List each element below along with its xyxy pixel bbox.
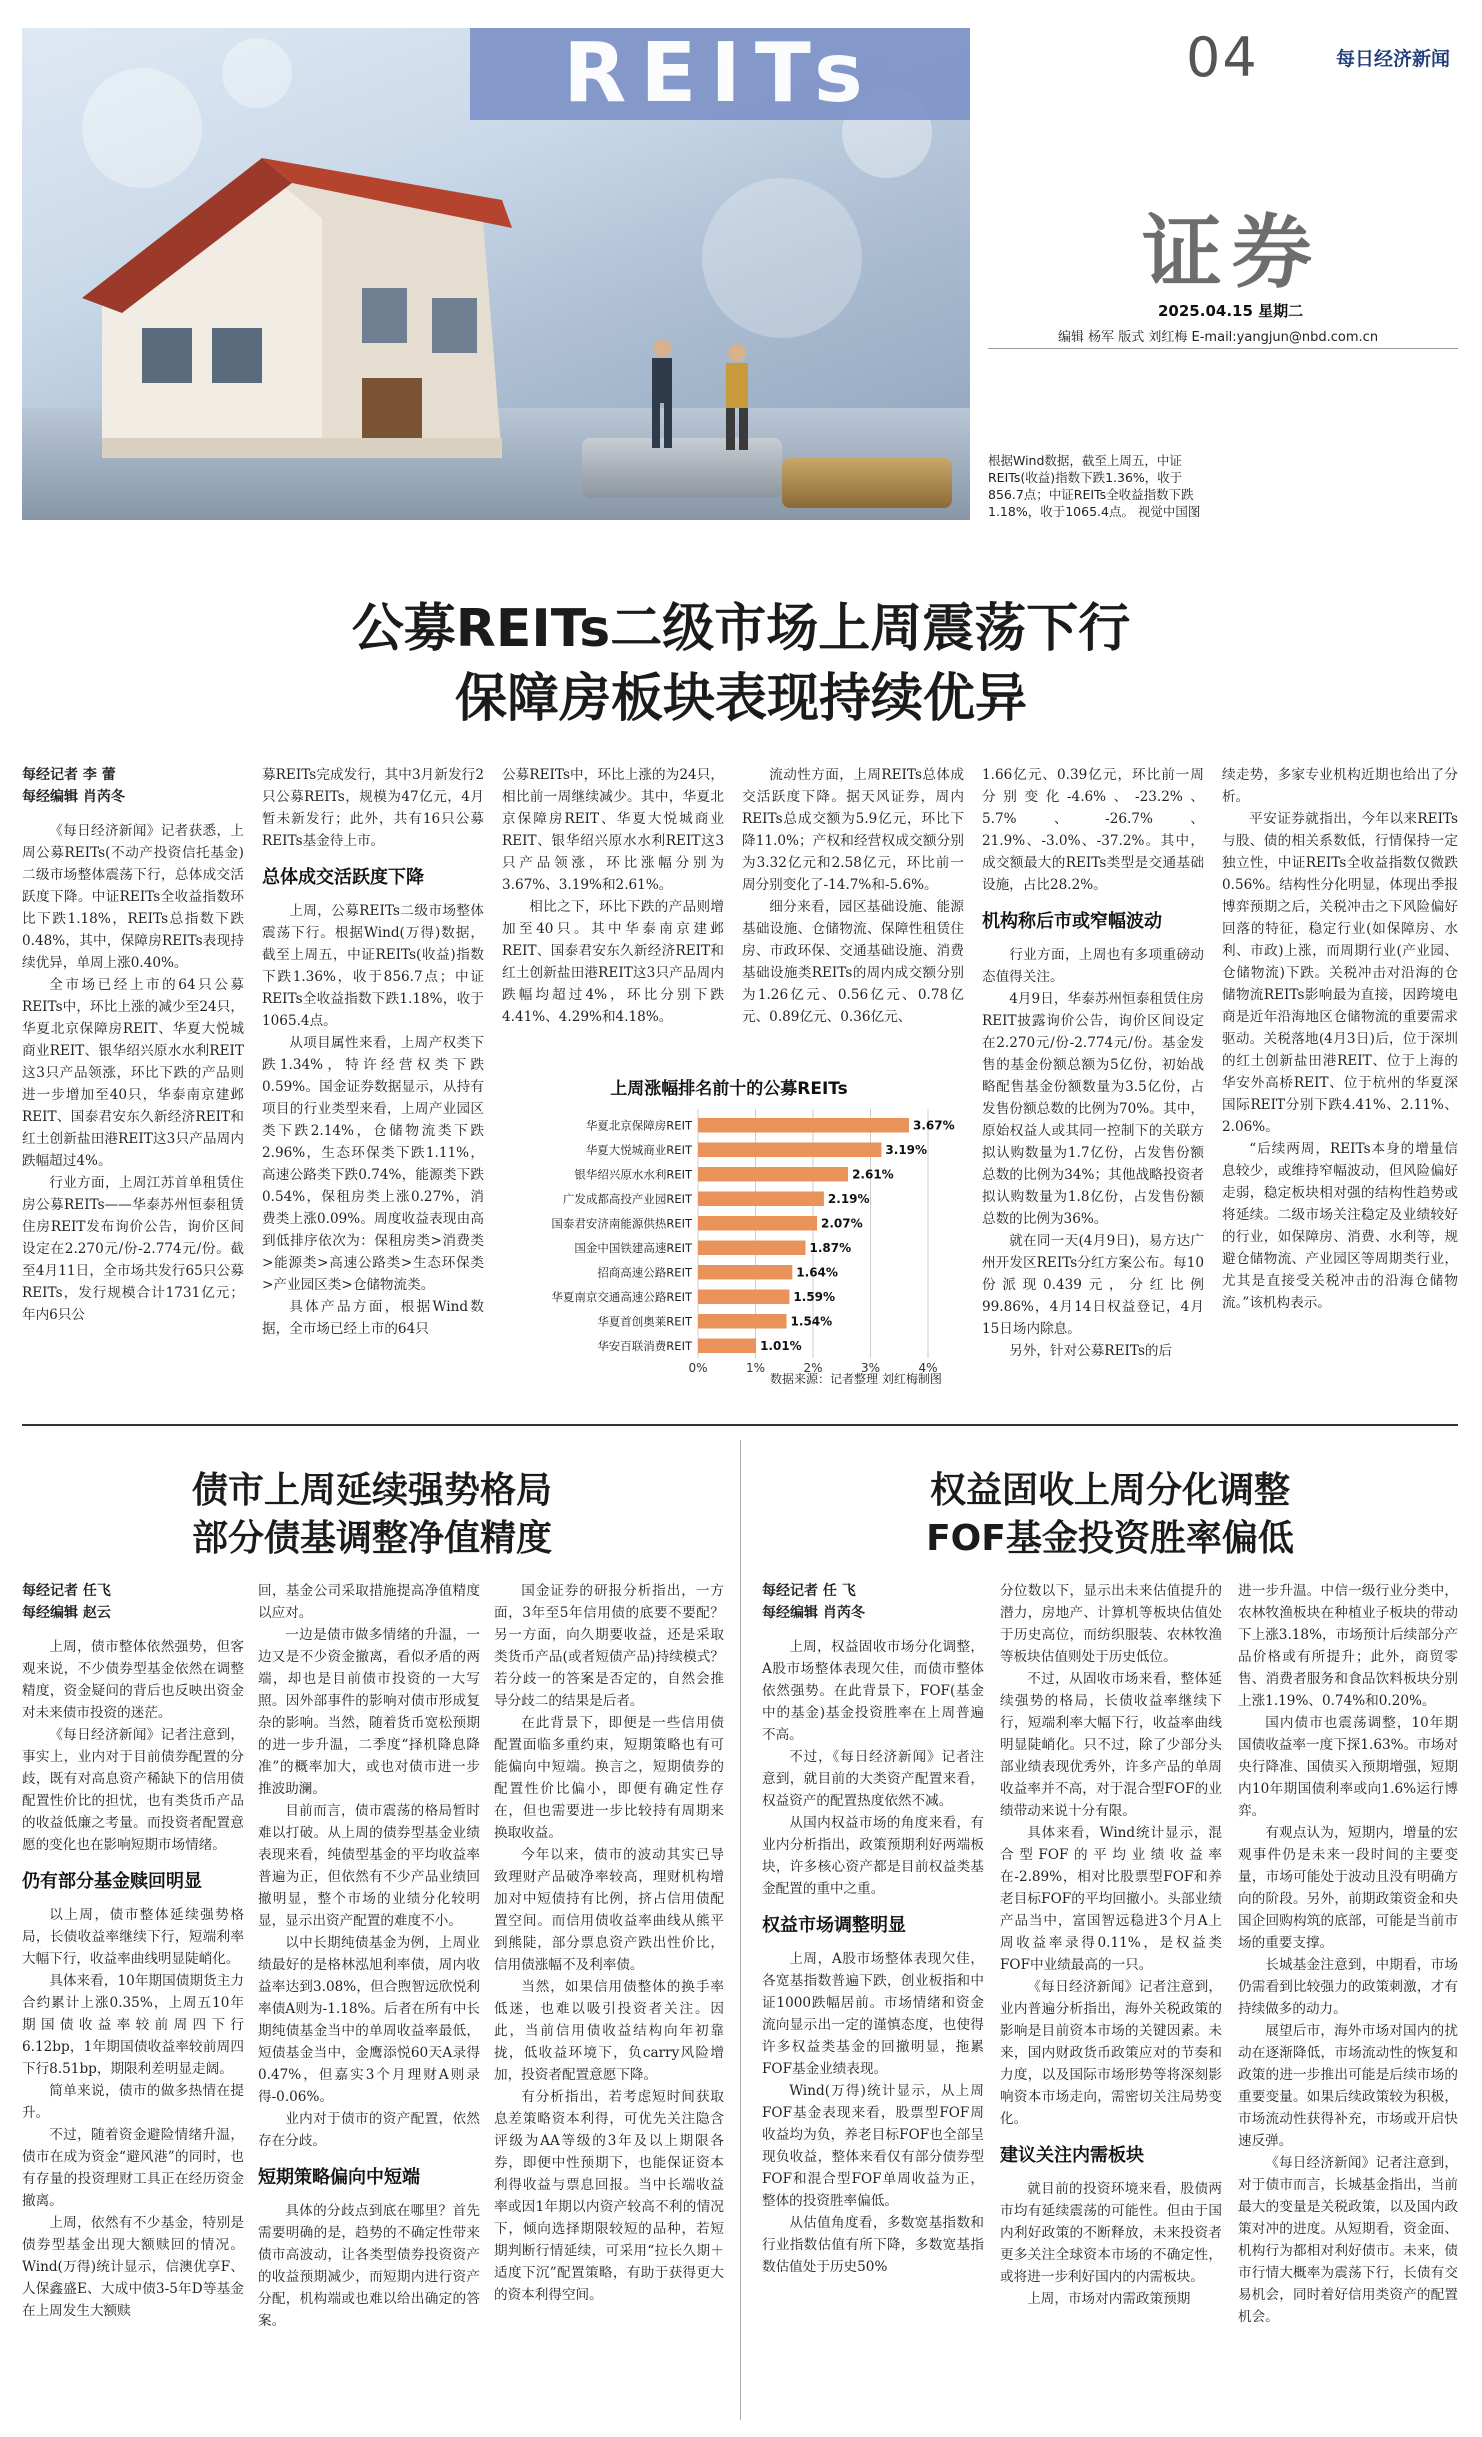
category-label: 华安百联消费REIT	[597, 1338, 692, 1353]
article1-headline-line1: 公募REITs二级市场上周震荡下行	[351, 599, 1131, 659]
bar-value-label: 1.59%	[793, 1289, 836, 1304]
article2-reporter: 每经记者 任飞	[22, 1583, 111, 1599]
article3-column-1	[762, 1580, 984, 2410]
bar	[698, 1241, 806, 1256]
article1-editor: 每经编辑 肖芮冬	[22, 789, 125, 805]
article1-headline-line2: 保障房板块表现持续优异	[454, 669, 1027, 729]
paragraph: 目前而言，债市震荡的格局暂时难以打破。从上周的债券型基金业绩表现来看，纯债型基金的平均收益率普遍为正，但依然有不少产品业绩回撤明显，整个市场的业绩分化较明显，显示出资产配置的难度不小。	[258, 1803, 480, 1929]
paragraph: 就在同一天(4月9日)，易方达广州开发区REITs分红方案公布。每10份派现0.439元，分红比例99.86%，4月14日权益登记，4月15日场内除息。	[982, 1233, 1204, 1337]
paragraph: 上周，权益固收市场分化调整，A股市场整体表现欠佳，而债市整体依然强势。在此背景下，FOF(基金中的基金)基金投资胜率在上周普遍不高。	[762, 1639, 984, 1743]
paragraph: 从估值角度看，多数宽基指数和行业指数估值有所下降，多数宽基指数估值处于历史50%	[762, 2215, 984, 2275]
article2-editor: 每经编辑 赵云	[22, 1605, 111, 1621]
paragraph: 一边是债市做多情绪的升温，一边又是不少资金撤离，看似矛盾的两端，却也是目前债市投资的一大写照。因外部事件的影响对债市形成复杂的影响。当然，随着货币宽松预期的进一步升温，二季度“择机降息降准”的概率加大，或也对债市进一步推波助澜。	[258, 1627, 480, 1797]
paragraph: 相比之下，环比下跌的产品则增加至40只。其中华泰南京建邺REIT、国泰君安东久新经济REIT和红土创新盐田港REIT这3只产品周内跌幅均超过4%，环比分别下跌4.41%、4.29%和4.18%。	[502, 899, 724, 1025]
subheading: 建议关注内需板块	[1000, 2145, 1144, 2166]
article3-headline-line2: FOF基金投资胜率偏低	[926, 1518, 1294, 1559]
category-label: 广发成都高投产业园REIT	[562, 1191, 692, 1206]
paragraph: 回，基金公司采取措施提高净值精度以应对。	[258, 1583, 480, 1621]
bar-value-label: 1.87%	[809, 1240, 852, 1255]
section-divider	[22, 1424, 1458, 1426]
chart-title: 上周涨幅排名前十的公募REITs	[610, 1079, 848, 1099]
bar	[698, 1339, 756, 1354]
category-label: 国泰君安济南能源供热REIT	[551, 1216, 692, 1231]
paragraph: 从项目属性来看，上周产权类下跌1.34%，特许经营权类下跌0.59%。国金证券数据显示，从持有项目的行业类型来看，上周产业园区类下跌2.14%，仓储物流类下跌2.96%，生态环保类下跌1.11%，高速公路类下跌0.74%，能源类下跌0.54%，保租房类上涨0.27%，消费类上涨0.09%。周度收益表现由高到低排序依次为：保租房类>消费类>能源类>高速公路类>生态环保类>产业园区类>仓储物流类。	[262, 1035, 484, 1293]
bar	[698, 1118, 909, 1133]
paragraph: 不过，《每日经济新闻》记者注意到，就目前的大类资产配置来看，权益资产的配置热度依然不减。	[762, 1749, 984, 1809]
x-tick-label: 2%	[803, 1361, 823, 1375]
page-number: 04	[1186, 26, 1259, 89]
bar-chart	[488, 1075, 970, 1385]
bar	[698, 1143, 881, 1158]
x-tick-label: 3%	[860, 1361, 881, 1375]
paragraph: 就目前的投资环境来看，股债两市均有延续震荡的可能性。但由于国内利好政策的不断释放，未来投资者更多关注全球资本市场的不确定性，或将进一步利好国内的内需板块。	[1000, 2181, 1222, 2285]
paragraph: 《每日经济新闻》记者注意到，业内普遍分析指出，海外关税政策的影响是目前资本市场的关键因素。未来，国内财政货币政策应对的节奏和力度，以及国际市场形势等将深刻影响资本市场走向，需密切关注局势变化。	[1000, 1979, 1222, 2127]
paragraph: 上周，债市整体依然强势，但客观来说，不少债券型基金依然在调整精度，资金疑问的背后也反映出资金对未来债市投资的迷茫。	[22, 1639, 244, 1721]
paragraph: 今年以来，债市的波动其实已导致理财产品破净率较高，理财机构增加对中短债持有比例，挤占信用债配置空间。而信用债收益率曲线从熊平到熊陡，部分票息资产跌出性价比，信用债涨幅不及利率债。	[494, 1847, 724, 1973]
paragraph: 全市场已经上市的64只公募REITs中，环比上涨的减少至24只，华夏北京保障房REIT、华夏大悦城商业REIT、银华绍兴原水水利REIT这3只产品领涨，环比下跌的产品则进一步增加至40只，华泰南京建邺REIT、国泰君安东久新经济REIT和红土创新盐田港REIT这3只产品周内跌幅超过4%。	[22, 977, 244, 1169]
paragraph: 不过，随着资金避险情绪升温，债市在成为资金“避风港”的同时，也有存量的投资理财工具正在经历资金撤离。	[22, 2127, 244, 2209]
bar-value-label: 3.19%	[885, 1142, 928, 1157]
paragraph: 细分来看，园区基础设施、能源基础设施、仓储物流、保障性租赁住房、市政环保、交通基础设施、消费基础设施类REITs的周内成交额分别为1.26亿元、0.56亿元、0.78亿元、0.89亿元、0.36亿元、	[742, 899, 964, 1025]
paragraph: 4月9日，华泰苏州恒泰租赁住房REIT披露询价公告，询价区间设定在2.270元/份-2.774元/份。基金发售的基金份额总额为5亿份，初始战略配售基金份额数量为3.5亿份，占发售份额总数的比例为70%。其中，原始权益人或其同一控制下的关联方拟认购数量为1.7亿份，占发售份额总数的比例为34%；其他战略投资者拟认购数量为1.8亿份，占发售份额总数的比例为36%。	[982, 991, 1204, 1227]
article2-headline-line2: 部分债基调整净值精度	[191, 1518, 552, 1559]
article3-editor: 每经编辑 肖芮冬	[762, 1605, 865, 1621]
category-label: 华夏大悦城商业REIT	[585, 1142, 692, 1157]
article1-column-1	[22, 764, 244, 1404]
article1-column-3	[502, 764, 724, 1064]
paragraph: 长城基金注意到，中期看，市场仍需看到比较强力的政策刺激，才有持续做多的动力。	[1238, 1957, 1458, 2017]
paragraph: 从国内权益市场的角度来看，有业内分析指出，政策预期利好两端板块，许多核心资产都是目前权益类基金配置的重中之重。	[762, 1815, 984, 1897]
house-model-illustration	[62, 138, 522, 498]
article3-column-3	[1238, 1580, 1458, 2410]
subheading: 总体成交活跃度下降	[262, 867, 424, 888]
paragraph: 行业方面，上周江苏首单租赁住房公募REITs——华泰苏州恒泰租赁住房REIT发布询价公告，询价区间设定在2.270元/份-2.774元/份。截至4月11日，全市场共发行65只公募REITs，发行规模合计1731亿元；年内6只公	[22, 1175, 244, 1323]
category-label: 华夏北京保障房REIT	[585, 1118, 692, 1133]
business-figures-illustration	[622, 328, 782, 468]
paragraph: 1.66亿元、0.39亿元，环比前一周分别变化-4.6%、-23.2%、5.7%、-26.7%、21.9%、-3.0%、-37.2%。其中，成交额最大的REITs类型是交通基础设施，占比28.2%。	[982, 767, 1204, 893]
category-label: 国金中国铁建高速REIT	[574, 1240, 692, 1255]
bar-value-label: 2.07%	[821, 1216, 863, 1231]
paragraph: 上周，依然有不少基金，特别是债券型基金出现大额赎回的情况。Wind(万得)统计显示，信澳优享F、人保鑫盛E、大成中债3-5年D等基金在上周发生大额赎	[22, 2215, 244, 2319]
photo-caption: 根据Wind数据，截至上周五，中证REITs(收益)指数下跌1.36%，收于856.7点；中证REITs全收益指数下跌1.18%，收于1065.4点。 视觉中国图	[988, 453, 1201, 519]
paragraph: 以上周，债市整体延续强势格局，长债收益率继续下行，短端利率大幅下行，收益率曲线明显陡峭化。	[22, 1907, 244, 1967]
paragraph: 《每日经济新闻》记者注意到，对于债市而言，长城基金指出，当前最大的变量是关税政策，以及国内政策对冲的进度。从短期看，资金面、机构行为都相对利好债市。未来，债市行情大概率为震荡下行，长债有交易机会，同时着好信用类资产的配置机会。	[1238, 2155, 1458, 2325]
paragraph: 另外，针对公募REITs的后	[1009, 1343, 1173, 1359]
category-label: 银华绍兴原水水利REIT	[574, 1167, 692, 1182]
paragraph: 国金证券的研报分析指出，一方面，3年至5年信用债的底要不要配？另一方面，向久期要收益，还是采取类货币产品(或者短债产品)持续模式？若分歧一的答案是否定的，自然会推导分歧二的结果是后者。	[494, 1583, 724, 1709]
bar-value-label: 1.01%	[760, 1338, 802, 1353]
paragraph: 《每日经济新闻》记者注意到，事实上，业内对于目前债券配置的分歧，既有对高息资产稀缺下的信用债配置性价比的担忧，也有类货币产品的收益低廉之考量。而投资者配置意愿的变化也在影响短期市场情绪。	[22, 1727, 244, 1853]
bar-value-label: 1.64%	[796, 1265, 838, 1280]
article1-column-5	[982, 764, 1204, 1404]
paragraph: 当然，如果信用债整体的换手率低迷，也难以吸引投资者关注。因此，当前信用债收益结构向年初靠拢，低收益环境下，负carry风险增加，投资者配置意愿下降。	[494, 1979, 724, 2083]
paragraph: 有观点认为，短期内，增量的宏观事件仍是未来一段时间的主要变量，市场可能处于波动且没有明确方向的阶段。另外，前期政策资金和央国企回购构筑的底部，可能是当前市场的重要支撑。	[1238, 1825, 1458, 1951]
masthead-divider	[988, 348, 1458, 349]
column-divider	[740, 1440, 741, 2420]
paragraph: 募REITs完成发行，其中3月新发行2只公募REITs，规模为47亿元，4月暂未新发行；此外，共有16只公募REITs基金待上市。	[262, 767, 484, 849]
subheading: 仍有部分基金赎回明显	[22, 1871, 202, 1892]
paragraph: 不过，从固收市场来看，整体延续强势的格局，长债收益率继续下行，短端利率大幅下行，收益率曲线明显陡峭化。只不过，除了少部分头部业绩表现优秀外，许多产品的单周收益率并不高，对于混合型FOF的业绩带动来说十分有限。	[1000, 1671, 1222, 1819]
paragraph: “后续两周，REITs本身的增量信息较少，或维持窄幅波动，但风险偏好走弱，稳定板块相对强的结构性趋势或将延续。二级市场关注稳定及业绩较好的行业，如保障房、消费、水利等，规避仓储物流、产业园区等周期类行业，尤其是直接受关税冲击的沿海仓储物流。”该机构表示。	[1222, 1141, 1458, 1311]
paragraph: 公募REITs中，环比上涨的为24只，相比前一周继续减少。其中，华夏北京保障房REIT、华夏大悦城商业REIT、银华绍兴原水水利REIT这3只产品领涨，环比涨幅分别为3.67%、3.19%和2.61%。	[502, 767, 724, 893]
paragraph: Wind(万得)统计显示，从上周FOF基金表现来看，股票型FOF周收益均为负，养老目标FOF也全部呈现负收益，整体来看仅有部分债券型FOF和混合型FOF单周收益为正，整体的投资胜率偏低。	[762, 2083, 984, 2209]
paragraph: 进一步升温。中信一级行业分类中，农林牧渔板块在种植业子板块的带动下上涨3.18%，市场预计后续部分产品价格或有所提升；此外，商贸零售、消费者服务和食品饮料板块分别上涨1.19%、0.74%和0.20%。	[1238, 1583, 1458, 1709]
x-tick-label: 0%	[688, 1361, 708, 1375]
article2-column-2	[258, 1580, 480, 2410]
banner-title: REITs	[470, 28, 970, 120]
article1-column-6	[1222, 764, 1458, 1404]
paragraph: 上周，市场对内需政策预期	[1027, 2291, 1191, 2307]
subheading: 权益市场调整明显	[762, 1915, 906, 1936]
paragraph: 具体来看，Wind统计显示，混合型FOF的平均业绩收益率在-2.89%，相对比股票型FOF和养老目标FOF的平均回撤小。头部业绩产品当中，富国智远稳进3个月A上周收益率录得0.11%，是权益类FOF中业绩最高的一只。	[1000, 1825, 1222, 1973]
paragraph: 以中长期纯债基金为例，上周业绩最好的是格林泓旭利率债，周内收益率达到3.08%，但合煦智远欣悦利率债A则为-1.18%。后者在所有中长期纯债基金当中的单周收益率最低，短债基金当中，金鹰添悦60天A录得0.47%，但嘉实3个月理财A则录得-0.06%。	[258, 1935, 480, 2105]
newspaper-name: 每日经济新闻	[1336, 48, 1451, 70]
bar	[698, 1167, 848, 1182]
article2-column-1	[22, 1580, 244, 2410]
bar	[698, 1290, 789, 1305]
paragraph: 具体产品方面，根据Wind数据，全市场已经上市的64只	[262, 1299, 484, 1337]
x-tick-label: 1%	[745, 1361, 766, 1375]
article2-column-3	[494, 1580, 724, 2410]
editor-credits: 编辑 杨军 版式 刘红梅 E-mail:yangjun@nbd.com.cn	[1058, 330, 1379, 345]
paragraph: 展望后市，海外市场对国内的扰动在逐渐降低，市场流动性的恢复和政策的进一步推出可能是后续市场的重要变量。如果后续政策较为积极，市场流动性获得补充，市场或开启快速反弹。	[1238, 2023, 1458, 2149]
paragraph: 分位数以下，显示出未来估值提升的潜力，房地产、计算机等板块估值处于历史高位，而纺织服装、农林牧渔等板块估值则处于历史低位。	[1000, 1583, 1222, 1665]
bar	[698, 1216, 817, 1231]
paragraph: 《每日经济新闻》记者获悉，上周公募REITs(不动产投资信托基金)二级市场整体震荡下行，总体成交活跃度下降。中证REITs全收益指数环比下跌1.18%，REITs总指数下跌0.48%，其中，保障房REITs表现持续优异，单周上涨0.40%。	[22, 823, 244, 971]
paragraph: 流动性方面，上周REITs总体成交活跃度下降。据天风证券，周内REITs总成交额为5.9亿元，环比下降11.0%；产权和经营权成交额分别为3.32亿元和2.58亿元，环比前一周分别变化了-14.7%和-5.6%。	[742, 767, 964, 893]
subheading: 短期策略偏向中短端	[258, 2167, 420, 2188]
paragraph: 业内对于债市的资产配置，依然存在分歧。	[258, 2111, 480, 2149]
bar-value-label: 3.67%	[913, 1118, 955, 1133]
paragraph: 有分析指出，若考虑短时间获取息差策略资本利得，可优先关注隐含评级为AA等级的3年及以上期限各券，即便中性预期下，也能保证资本利得收益与票息回报。当中长端收益率或因1年期以内资产较高不利的情况下，倾向选择期限较短的品种，若短期判断行情延续，可采用“拉长久期＋适度下沉”配置策略，有助于获得更大的资本利得空间。	[494, 2089, 724, 2303]
bar	[698, 1265, 792, 1280]
paragraph: 上周，A股市场整体表现欠佳，各宽基指数普遍下跌，创业板指和中证1000跌幅居前。市场情绪和资金流向显示出一定的谨慎态度，也使得许多权益类基金的回撤明显，拖累FOF基金业绩表现。	[762, 1951, 984, 2077]
chart-source: 数据来源：记者整理 刘红梅制图	[770, 1372, 942, 1386]
paragraph: 国内债市也震荡调整，10年期国债收益率一度下探1.63%。市场对央行降准、国债买入预期增强，短期内10年期国债利率或向1.6%运行博弈。	[1238, 1715, 1458, 1819]
paragraph: 在此背景下，即便是一些信用债配置面临多重约束，短期策略也有可能偏向中短端。换言之，短期债券的配置性价比偏小，即便有确定性存在，但也需要进一步比较持有周期来换取收益。	[494, 1715, 724, 1841]
article3-reporter: 每经记者 任 飞	[762, 1583, 856, 1599]
subheading: 机构称后市或窄幅波动	[982, 911, 1162, 932]
paragraph: 行业方面，上周也有多项重磅动态值得关注。	[982, 947, 1204, 985]
article1-reporter: 每经记者 李 蕾	[22, 767, 116, 783]
paragraph: 平安证券就指出，今年以来REITs与股、债的相关系数低，行情保持一定独立性，中证REITs全收益指数仅微跌0.56%。结构性分化明显，体现出季报博弈预期之后，关税冲击之下风险偏好回落的特征，稳定行业(如保障房、水利、市政)上涨，而周期行业(产业园、仓储物流)下跌。关税冲击对沿海的仓储物流REITs影响最为直接，因跨境电商是近年沿海地区仓储物流的重要需求驱动。关税落地(4月3日)后，位于深圳的红土创新盐田港REIT、位于上海的华安外高桥REIT、位于杭州的华夏深国际REIT分别下跌4.41%、2.11%、2.06%。	[1222, 811, 1458, 1135]
bar	[698, 1192, 824, 1207]
paragraph: 续走势，多家专业机构近期也给出了分析。	[1222, 767, 1458, 805]
article1-column-4	[742, 764, 964, 1064]
article2-headline-line1: 债市上周延续强势格局	[191, 1470, 552, 1511]
bar-value-label: 2.61%	[852, 1167, 894, 1182]
category-label: 华夏首创奥莱REIT	[597, 1314, 692, 1329]
bar-value-label: 1.54%	[790, 1314, 833, 1329]
x-tick-label: 4%	[918, 1361, 938, 1375]
issue-date: 2025.04.15 星期二	[1158, 302, 1304, 320]
category-label: 招商高速公路REIT	[597, 1265, 692, 1280]
article3-column-2	[1000, 1580, 1222, 2410]
bar-value-label: 2.19%	[827, 1191, 870, 1206]
paragraph: 简单来说，债市的做多热情在提升。	[22, 2083, 244, 2121]
section-title: 证券	[1142, 206, 1322, 299]
paragraph: 具体的分歧点到底在哪里？首先需要明确的是，趋势的不确定性带来债市高波动，让各类型债券投资资产的收益预期减少，而短期内进行资产分配，机构端或也难以给出确定的答案。	[258, 2203, 480, 2329]
article1-column-2	[262, 764, 484, 1404]
category-label: 华夏南京交通高速公路REIT	[551, 1289, 692, 1304]
paragraph: 上周，公募REITs二级市场整体震荡下行。根据Wind(万得)数据，截至上周五，中证REITs(收益)指数下跌1.36%，收于856.7点；中证REITs全收益指数下跌1.18%，收于1065.4点。	[262, 903, 484, 1029]
article3-headline-line1: 权益固收上周分化调整	[929, 1470, 1290, 1511]
paragraph: 具体来看，10年期国债期货主力合约累计上涨0.35%，上周五10年期国债收益率较前周四下行6.12bp，1年期国债收益率较前周四下行8.51bp，期限利差明显走阔。	[22, 1973, 244, 2077]
bar	[698, 1314, 787, 1329]
